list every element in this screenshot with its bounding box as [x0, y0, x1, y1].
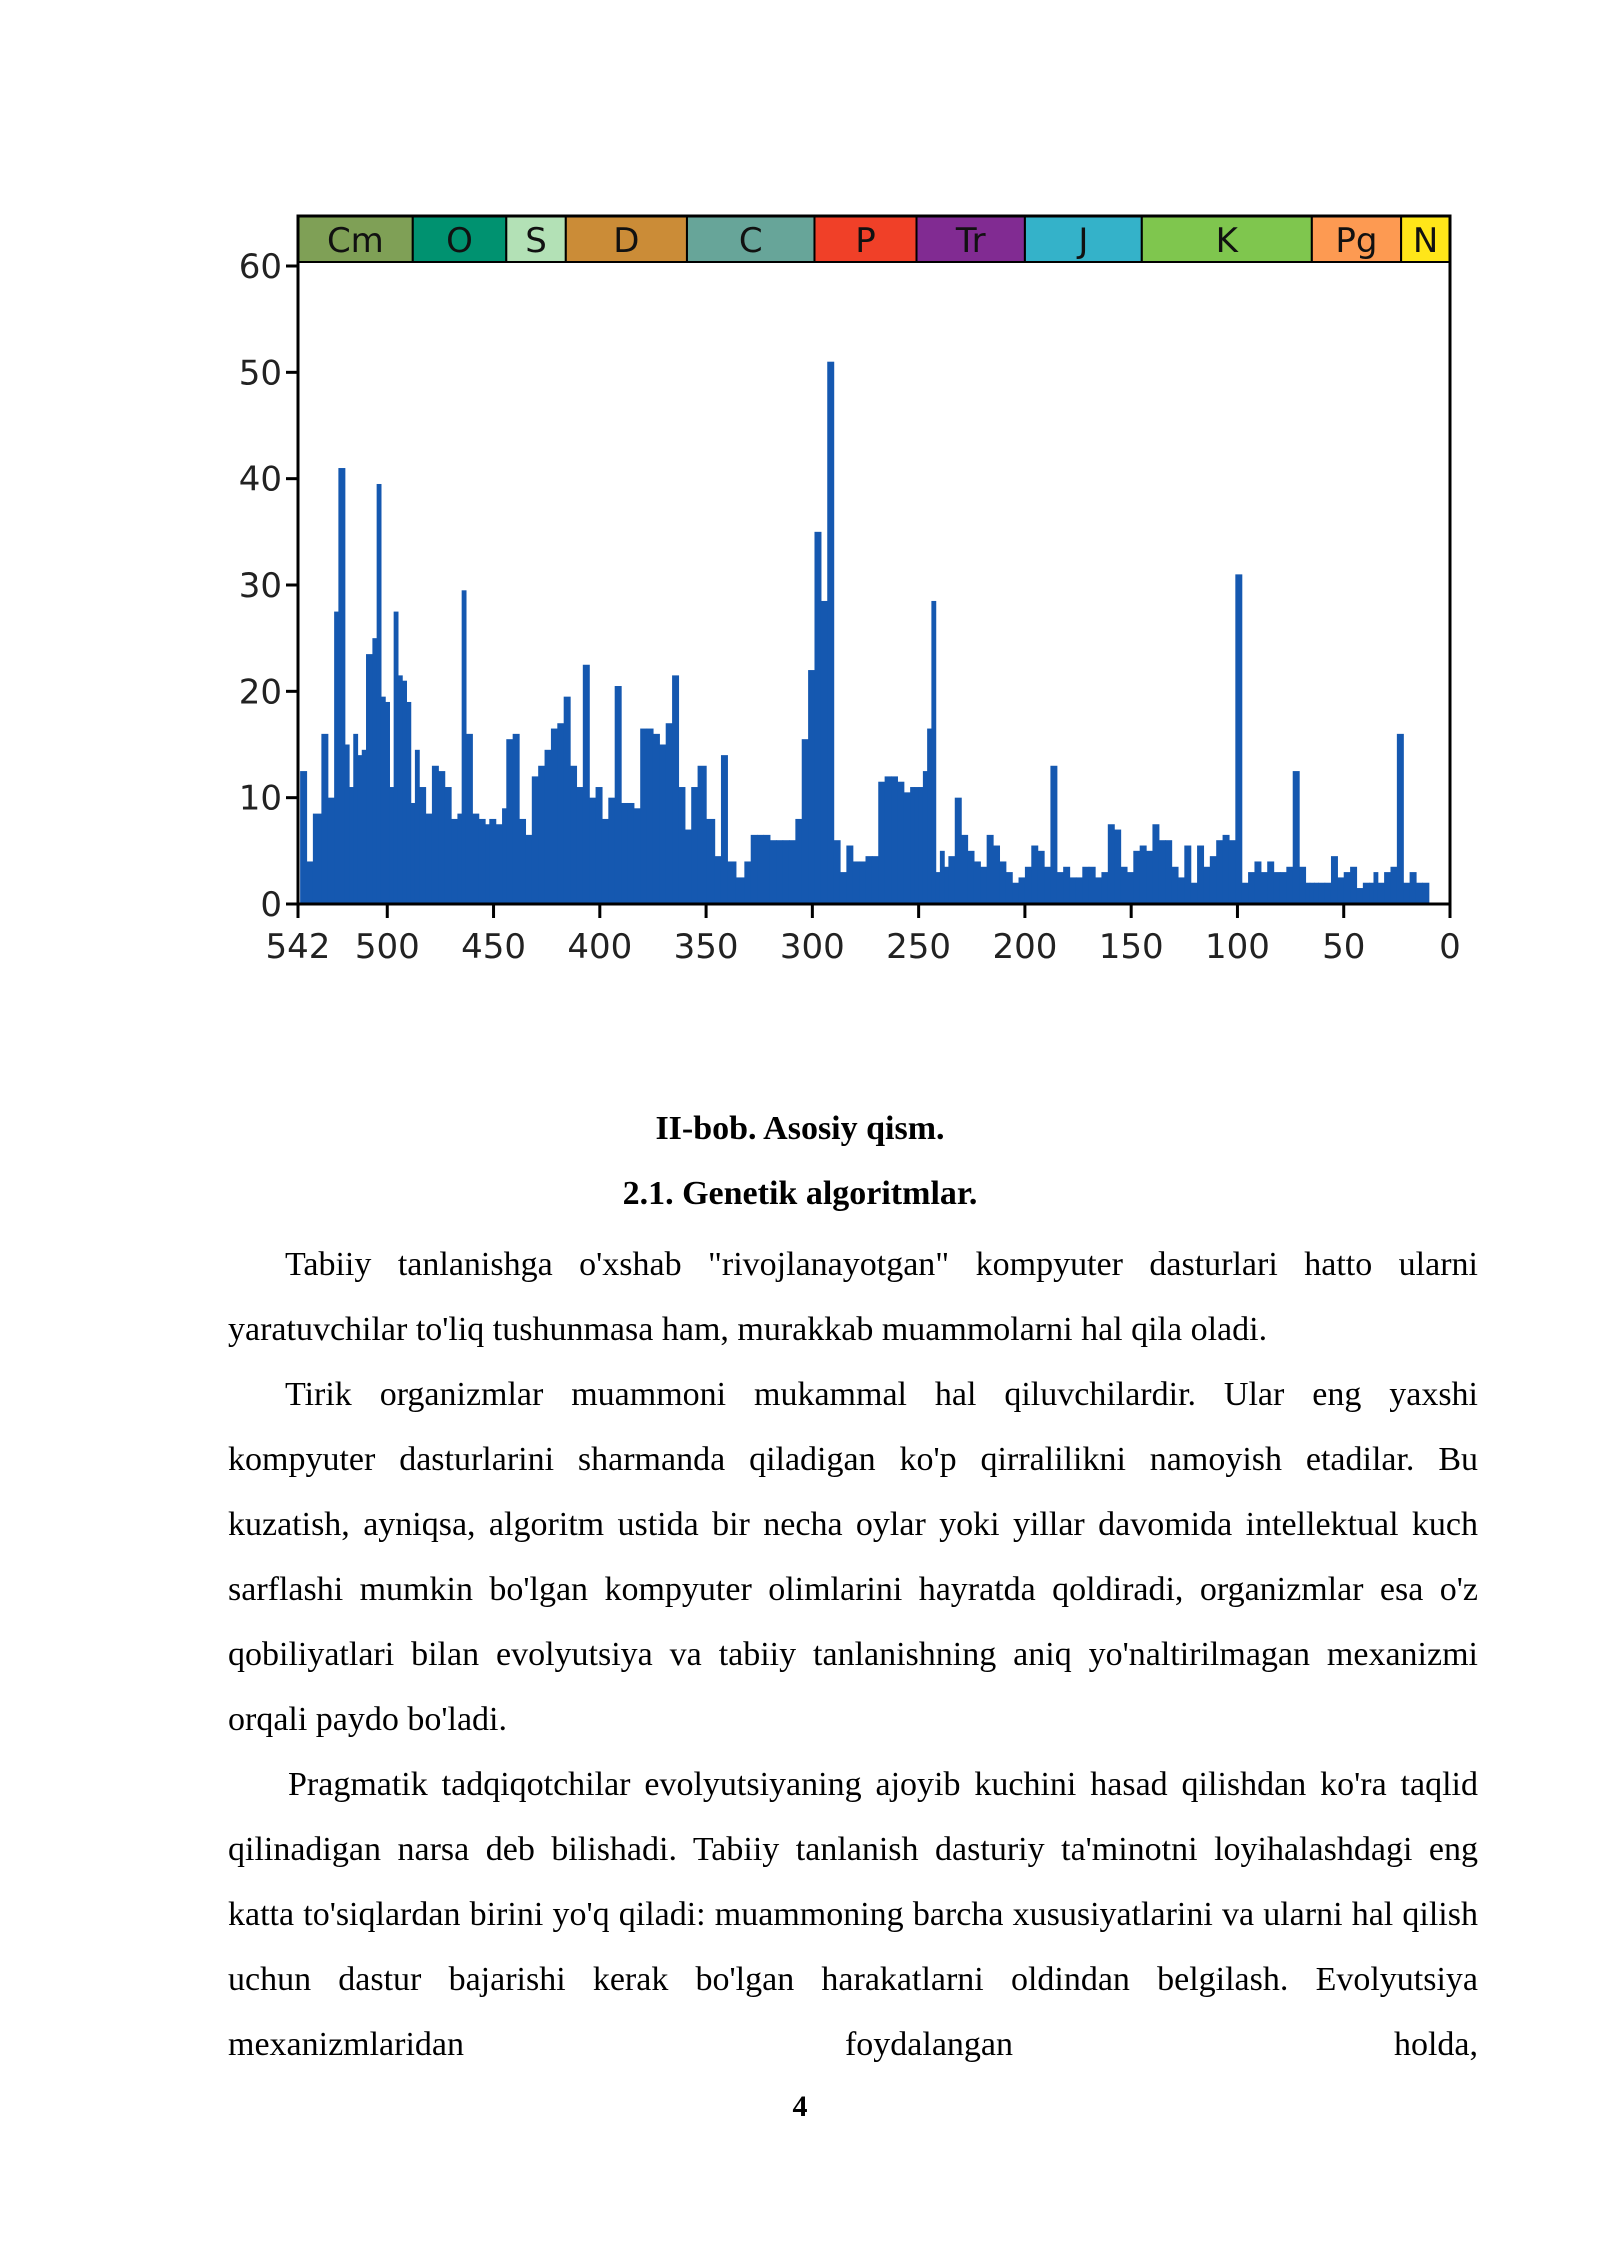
bar — [1184, 846, 1191, 904]
bar — [974, 861, 981, 904]
bar — [698, 766, 707, 904]
bar — [596, 787, 603, 904]
bar — [445, 787, 452, 904]
bar — [1305, 883, 1310, 904]
bar — [570, 766, 577, 904]
bar — [532, 776, 539, 904]
bar — [1031, 846, 1038, 904]
bar — [1025, 867, 1032, 904]
bar — [744, 861, 751, 904]
y-tick-label: 50 — [238, 353, 282, 394]
bar — [1337, 877, 1344, 904]
bar — [955, 798, 962, 904]
bar — [715, 856, 722, 904]
bar — [961, 835, 968, 904]
bar — [321, 734, 328, 904]
bar — [1373, 872, 1378, 904]
bar — [919, 787, 924, 904]
bar — [513, 734, 520, 904]
geologic-period-bar — [298, 216, 1450, 262]
x-tick-label: 450 — [461, 927, 526, 967]
bar — [1044, 867, 1051, 904]
bar — [1274, 872, 1281, 904]
bar — [814, 532, 821, 904]
bar — [948, 856, 955, 904]
bar — [402, 681, 407, 904]
x-tick-label: 542 — [265, 927, 331, 967]
bar — [406, 702, 411, 904]
bar — [398, 675, 403, 904]
bar — [602, 819, 609, 904]
period-label: C — [738, 221, 763, 261]
bar — [328, 798, 335, 904]
bar — [891, 776, 898, 904]
bar — [1369, 883, 1374, 904]
bar — [834, 840, 841, 904]
bar — [940, 851, 945, 904]
bar — [1076, 877, 1083, 904]
bar — [763, 835, 770, 904]
bar — [1178, 877, 1185, 904]
period-label: D — [613, 221, 640, 261]
bar — [564, 697, 571, 904]
bar — [496, 824, 503, 904]
bar — [519, 819, 526, 904]
bar — [1416, 883, 1423, 904]
bar — [721, 755, 728, 904]
bar — [557, 723, 564, 904]
bar — [583, 665, 590, 904]
x-tick-label: 0 — [1439, 927, 1461, 967]
bar — [451, 819, 458, 904]
x-tick-label: 500 — [354, 927, 420, 967]
bar — [904, 792, 911, 904]
bar — [1286, 867, 1293, 904]
bar — [576, 787, 583, 904]
bar — [1280, 872, 1287, 904]
bar — [334, 612, 339, 904]
bar — [1390, 867, 1397, 904]
x-tick-label: 100 — [1205, 927, 1270, 967]
bar — [999, 861, 1006, 904]
bar — [525, 835, 532, 904]
period-label: Tr — [955, 221, 986, 261]
bar — [993, 846, 1000, 904]
bar — [1235, 574, 1242, 904]
bar — [1397, 734, 1404, 904]
bar — [802, 739, 809, 904]
extinction-bar-chart — [220, 190, 1520, 990]
bar — [923, 771, 928, 904]
bar — [1410, 872, 1417, 904]
bar — [1210, 856, 1217, 904]
bar — [927, 729, 932, 904]
bar — [659, 745, 666, 905]
bar — [608, 798, 615, 904]
bar — [457, 814, 462, 904]
y-tick-label: 0 — [260, 885, 282, 925]
section-title: 2.1. Genetik algoritmlar. — [622, 1175, 978, 1212]
bar — [1310, 883, 1315, 904]
bar — [1363, 883, 1370, 904]
bar — [640, 729, 647, 904]
bar — [1248, 872, 1255, 904]
bar — [936, 872, 941, 904]
bar — [1314, 883, 1319, 904]
paragraph: Tabiiy tanlanishga o'xshab "rivojlanayotgan" kompyuter dasturlari hatto ularni yaratuvchilar to'liq tushunmasa ham, murakkab muammolarni hal qila oladi. — [228, 1246, 1478, 1348]
y-tick-label: 40 — [238, 459, 282, 500]
bar — [878, 782, 885, 904]
bar — [300, 771, 307, 904]
bar — [736, 877, 745, 904]
bar — [706, 819, 715, 904]
bar — [897, 782, 904, 904]
bar — [345, 745, 350, 905]
bar — [751, 835, 758, 904]
bar — [389, 787, 394, 904]
bar — [366, 654, 373, 904]
bar — [672, 675, 679, 904]
bar — [1101, 872, 1108, 904]
bar — [615, 686, 622, 904]
bar — [627, 803, 634, 904]
bar — [859, 861, 866, 904]
chart-bars — [300, 362, 1429, 904]
bar — [1159, 840, 1166, 904]
bar — [438, 771, 445, 904]
bar — [502, 808, 507, 904]
bar — [821, 601, 828, 904]
x-axis — [266, 904, 1461, 967]
bar — [419, 787, 426, 904]
bar — [795, 819, 802, 904]
bar — [1261, 872, 1268, 904]
period-label: O — [446, 221, 473, 261]
bar — [1038, 851, 1045, 904]
bar — [506, 739, 513, 904]
bar — [1331, 856, 1338, 904]
bar — [1216, 840, 1223, 904]
bar — [362, 750, 367, 904]
bar — [853, 861, 860, 904]
period-label: N — [1412, 221, 1439, 261]
bar — [770, 840, 777, 904]
bar — [968, 851, 975, 904]
y-axis — [239, 247, 298, 925]
period-label: Cm — [326, 221, 384, 261]
bar — [432, 766, 439, 904]
bar — [1140, 846, 1147, 904]
bar — [1006, 872, 1013, 904]
bar — [485, 824, 490, 904]
x-tick-label: 200 — [992, 927, 1058, 967]
bar — [885, 776, 892, 904]
bar — [479, 819, 486, 904]
y-tick-label: 10 — [238, 778, 282, 819]
bar — [538, 766, 545, 904]
chapter-title: II-bob. Asosiy qism. — [655, 1110, 945, 1147]
bar — [1299, 867, 1306, 904]
body-text — [228, 1232, 1478, 2077]
period-label: P — [855, 221, 876, 261]
bar — [307, 861, 314, 904]
bar — [789, 840, 796, 904]
bar — [1242, 883, 1249, 904]
bar — [621, 803, 628, 904]
bar — [776, 840, 783, 904]
bar — [1254, 861, 1261, 904]
x-tick-label: 50 — [1322, 927, 1366, 967]
y-tick-label: 20 — [238, 672, 282, 713]
bar — [1350, 867, 1357, 904]
period-label: Pg — [1335, 221, 1378, 261]
bar — [381, 697, 386, 904]
x-tick-label: 350 — [673, 927, 739, 967]
bar — [1203, 867, 1210, 904]
bar — [466, 734, 473, 904]
bar — [1095, 877, 1102, 904]
x-tick-label: 400 — [567, 927, 633, 967]
bar — [757, 835, 764, 904]
bar — [313, 814, 322, 904]
bar — [1422, 883, 1429, 904]
bar — [1063, 867, 1070, 904]
bar — [827, 362, 834, 904]
period-label: K — [1215, 221, 1238, 261]
bar — [666, 723, 673, 904]
bar — [338, 468, 345, 904]
bar — [1050, 766, 1057, 904]
bar — [1146, 851, 1153, 904]
bar — [647, 729, 654, 904]
bar — [1356, 888, 1363, 904]
paragraph: Tirik organizmlar muammoni mukammal hal qiluvchilardir. Ular eng yaxshi kompyuter dasturlarini sharmanda qiladigan ko'p qirralilikni namoyish etadilar. Bu kuzatish, ayniqsa, algoritm ustida bir necha oylar yoki yillar davomida intellektual kuch sarflashi mumkin bo'lgan kompyuter olimlarini hayratda qoldiradi, organizmlar esa o'z qobiliyatlari bilan evolyutsiya va tabiiy tanlanishning aniq yo'naltirilmagan mexanizmi orqali paydo bo'ladi. — [228, 1376, 1478, 1738]
bar — [358, 755, 363, 904]
bar — [944, 867, 949, 904]
y-tick-label: 60 — [238, 247, 282, 287]
bar — [1019, 877, 1026, 904]
bar — [1318, 883, 1325, 904]
paragraph: Pragmatik tadqiqotchilar evolyutsiyaning ajoyib kuchini hasad qilishdan ko'ra taqlid qilinadigan narsa deb bilishadi. Tabiiy tanlanish dasturiy ta'minotni loyihalashdagi eng katta to'siqlardan birini yo'q qiladi: muammoning barcha xususiyatlarini va ularni hal qilish uchun dastur bajarishi kerak bo'lgan harakatlarni oldindan belgilash. Evolyutsiya mexanizmlaridan foydalangan holda, — [228, 1766, 1478, 2063]
bar — [1344, 872, 1351, 904]
bar — [1197, 846, 1204, 904]
bar — [411, 803, 416, 904]
bar — [1172, 867, 1179, 904]
x-tick-label: 250 — [886, 927, 952, 967]
bar — [1152, 824, 1159, 904]
bar — [1293, 771, 1300, 904]
bar — [685, 830, 692, 904]
bar — [1229, 840, 1236, 904]
bar — [551, 729, 558, 904]
bar — [372, 638, 377, 904]
bar — [1191, 883, 1198, 904]
bar — [1127, 872, 1134, 904]
bar — [1012, 883, 1019, 904]
bar — [980, 867, 987, 904]
y-tick-label: 30 — [238, 566, 282, 606]
bar — [653, 734, 660, 904]
bar — [462, 590, 467, 904]
bar — [1325, 883, 1332, 904]
bar — [1057, 872, 1064, 904]
bar — [1384, 872, 1391, 904]
bar — [1403, 883, 1410, 904]
bar — [1089, 867, 1096, 904]
period-label: S — [525, 221, 547, 261]
bar — [783, 840, 790, 904]
bar — [1108, 824, 1115, 904]
bar — [426, 814, 433, 904]
x-tick-label: 150 — [1098, 927, 1164, 967]
bar — [589, 798, 596, 904]
bar — [1165, 840, 1172, 904]
bar — [846, 846, 853, 904]
bar — [678, 787, 685, 904]
bar — [1378, 883, 1385, 904]
bar — [910, 787, 915, 904]
bar — [727, 861, 736, 904]
bar — [931, 601, 936, 904]
bar — [377, 484, 382, 904]
bar — [489, 819, 496, 904]
bar — [865, 856, 872, 904]
bar — [808, 670, 815, 904]
bar — [634, 808, 641, 904]
bar — [349, 787, 354, 904]
bar — [1114, 830, 1121, 904]
x-tick-label: 300 — [779, 927, 845, 967]
bar — [385, 702, 390, 904]
bar — [545, 750, 552, 904]
bar — [353, 734, 358, 904]
bar — [1082, 867, 1089, 904]
bar — [914, 787, 919, 904]
bar — [1070, 877, 1077, 904]
bar — [691, 787, 698, 904]
bar — [872, 856, 879, 904]
bar — [394, 612, 399, 904]
bar — [1133, 851, 1140, 904]
period-label: J — [1078, 221, 1089, 261]
bar — [415, 750, 420, 904]
page-number: 4 — [792, 2090, 808, 2123]
bar — [1267, 861, 1274, 904]
bar — [987, 835, 994, 904]
bar — [1121, 867, 1128, 904]
bar — [1223, 835, 1230, 904]
bar — [840, 872, 847, 904]
bar — [472, 814, 479, 904]
